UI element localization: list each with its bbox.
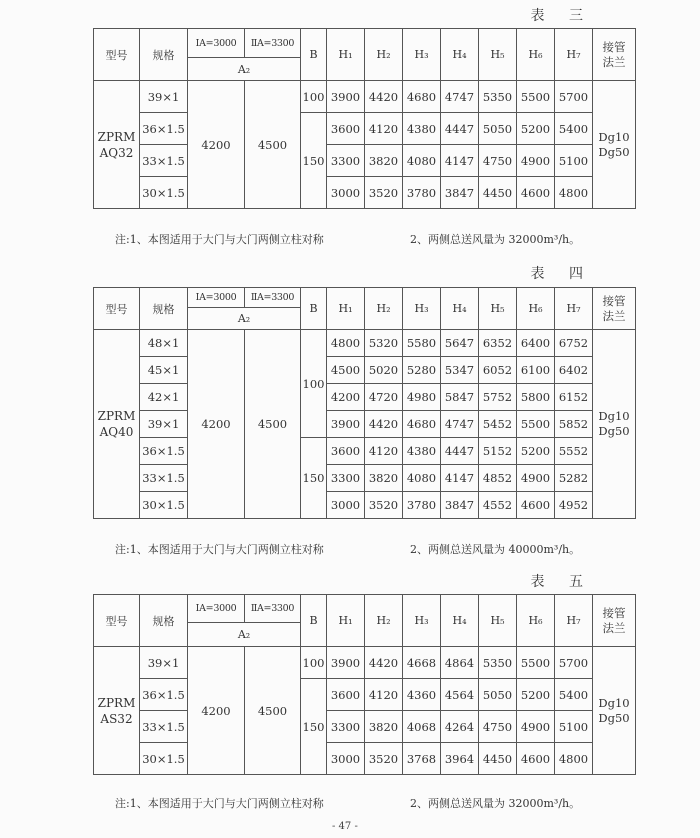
table-row	[94, 438, 636, 465]
header-a2: ⅡA=3300	[245, 595, 301, 623]
table-row	[94, 465, 636, 492]
h1-cell: 3000	[327, 743, 365, 775]
page-number: - 47 -	[332, 821, 358, 832]
table-body	[94, 288, 636, 519]
table-note	[115, 795, 625, 811]
h6-cell: 5200	[517, 113, 555, 145]
h4-cell: 4864	[441, 647, 479, 679]
header-h1: H₁	[327, 595, 365, 647]
header-h7: H₇	[555, 595, 593, 647]
table-row	[94, 647, 636, 679]
header-model: 型号	[94, 29, 140, 81]
header-h2: H₂	[365, 595, 403, 647]
header-a-sub: A₂	[188, 308, 301, 330]
header-flange: 接管 法兰	[593, 595, 636, 647]
h2-cell: 4420	[365, 647, 403, 679]
header-b: B	[301, 29, 327, 81]
h4-cell: 4147	[441, 465, 479, 492]
table-row	[94, 113, 636, 145]
h7-cell: 4952	[555, 492, 593, 519]
h1-cell: 4800	[327, 330, 365, 357]
h1-cell: 4500	[327, 357, 365, 384]
h4-cell: 4264	[441, 711, 479, 743]
h4-cell: 4564	[441, 679, 479, 711]
table-row	[94, 743, 636, 775]
table-row	[94, 384, 636, 411]
h7-cell: 4800	[555, 177, 593, 209]
header-row	[94, 595, 636, 623]
h6-cell: 5200	[517, 438, 555, 465]
h4-cell: 4447	[441, 113, 479, 145]
table-row	[94, 81, 636, 113]
a2-cell: 4500	[245, 81, 301, 209]
header-a2: ⅡA=3300	[245, 288, 301, 308]
table-row	[94, 411, 636, 438]
h3-cell: 4668	[403, 647, 441, 679]
flange-cell: Dg10 Dg50	[593, 81, 636, 209]
h1-cell: 3900	[327, 81, 365, 113]
h1-cell: 4200	[327, 384, 365, 411]
h5-cell: 4450	[479, 177, 517, 209]
note-1: 注:1、本图适用于大门与大门两侧立柱对称	[115, 543, 324, 556]
header-flange: 接管 法兰	[593, 29, 636, 81]
spec-table	[93, 594, 636, 775]
a1-cell: 4200	[188, 330, 245, 519]
b-cell: 150	[301, 679, 327, 775]
h5-cell: 5152	[479, 438, 517, 465]
h6-cell: 4600	[517, 743, 555, 775]
header-flange: 接管 法兰	[593, 288, 636, 330]
header-h5: H₅	[479, 595, 517, 647]
header-spec: 规格	[140, 288, 188, 330]
h7-cell: 5100	[555, 711, 593, 743]
h3-cell: 5580	[403, 330, 441, 357]
model-cell: ZPRM AQ40	[94, 330, 140, 519]
h5-cell: 5452	[479, 411, 517, 438]
h7-cell: 6402	[555, 357, 593, 384]
h4-cell: 5347	[441, 357, 479, 384]
h6-cell: 4900	[517, 145, 555, 177]
h5-cell: 6052	[479, 357, 517, 384]
header-h5: H₅	[479, 288, 517, 330]
header-a1: ⅠA=3000	[188, 29, 245, 58]
h7-cell: 5400	[555, 679, 593, 711]
header-a1: ⅠA=3000	[188, 595, 245, 623]
header-h1: H₁	[327, 288, 365, 330]
h7-cell: 5400	[555, 113, 593, 145]
h3-cell: 3780	[403, 492, 441, 519]
h2-cell: 3820	[365, 145, 403, 177]
h2-cell: 3820	[365, 465, 403, 492]
table-row	[94, 177, 636, 209]
model-cell: ZPRM AS32	[94, 647, 140, 775]
h7-cell: 6752	[555, 330, 593, 357]
header-h3: H₃	[403, 288, 441, 330]
header-b: B	[301, 595, 327, 647]
header-row	[94, 29, 636, 58]
h2-cell: 4120	[365, 438, 403, 465]
h6-cell: 4600	[517, 177, 555, 209]
h3-cell: 4380	[403, 438, 441, 465]
h1-cell: 3300	[327, 465, 365, 492]
header-h2: H₂	[365, 288, 403, 330]
h1-cell: 3000	[327, 492, 365, 519]
spec-cell: 33×1.5	[140, 465, 188, 492]
header-h3: H₃	[403, 29, 441, 81]
header-a-sub: A₂	[188, 623, 301, 647]
h2-cell: 4120	[365, 679, 403, 711]
model-cell: ZPRM AQ32	[94, 81, 140, 209]
spec-cell: 36×1.5	[140, 438, 188, 465]
spec-cell: 33×1.5	[140, 145, 188, 177]
h3-cell: 4360	[403, 679, 441, 711]
header-h6: H₆	[517, 29, 555, 81]
h3-cell: 4080	[403, 465, 441, 492]
h1-cell: 3600	[327, 438, 365, 465]
h6-cell: 4900	[517, 465, 555, 492]
spec-cell: 39×1	[140, 81, 188, 113]
h3-cell: 3768	[403, 743, 441, 775]
h2-cell: 4720	[365, 384, 403, 411]
table-row	[94, 145, 636, 177]
header-h6: H₆	[517, 288, 555, 330]
h5-cell: 4852	[479, 465, 517, 492]
h6-cell: 5500	[517, 81, 555, 113]
h4-cell: 3964	[441, 743, 479, 775]
h3-cell: 4380	[403, 113, 441, 145]
h3-cell: 5280	[403, 357, 441, 384]
spec-cell: 45×1	[140, 357, 188, 384]
flange-cell: Dg10 Dg50	[593, 647, 636, 775]
a1-cell: 4200	[188, 647, 245, 775]
h4-cell: 4747	[441, 411, 479, 438]
spec-cell: 42×1	[140, 384, 188, 411]
a2-cell: 4500	[245, 330, 301, 519]
table-body	[94, 29, 636, 209]
h2-cell: 4120	[365, 113, 403, 145]
h6-cell: 5800	[517, 384, 555, 411]
h7-cell: 5700	[555, 81, 593, 113]
h6-cell: 4600	[517, 492, 555, 519]
spec-cell: 39×1	[140, 411, 188, 438]
b-cell: 100	[301, 330, 327, 438]
h1-cell: 3600	[327, 679, 365, 711]
h2-cell: 3520	[365, 492, 403, 519]
a2-cell: 4500	[245, 647, 301, 775]
table-row	[94, 357, 636, 384]
table-row	[94, 330, 636, 357]
h5-cell: 4750	[479, 711, 517, 743]
h5-cell: 5350	[479, 81, 517, 113]
header-h4: H₄	[441, 595, 479, 647]
h5-cell: 5050	[479, 679, 517, 711]
note-2: 2、两侧总送风量为 32000m³/h。	[410, 233, 581, 246]
spec-cell: 30×1.5	[140, 743, 188, 775]
h4-cell: 4147	[441, 145, 479, 177]
h6-cell: 6400	[517, 330, 555, 357]
h4-cell: 5647	[441, 330, 479, 357]
header-spec: 规格	[140, 29, 188, 81]
h7-cell: 4800	[555, 743, 593, 775]
header-h4: H₄	[441, 288, 479, 330]
h2-cell: 5020	[365, 357, 403, 384]
header-b: B	[301, 288, 327, 330]
note-1: 注:1、本图适用于大门与大门两侧立柱对称	[115, 233, 324, 246]
b-cell: 150	[301, 113, 327, 209]
h5-cell: 5350	[479, 647, 517, 679]
flange-cell: Dg10 Dg50	[593, 330, 636, 519]
h1-cell: 3000	[327, 177, 365, 209]
h3-cell: 4680	[403, 411, 441, 438]
h5-cell: 4450	[479, 743, 517, 775]
header-h7: H₇	[555, 29, 593, 81]
spec-cell: 39×1	[140, 647, 188, 679]
spec-table	[93, 28, 636, 209]
h3-cell: 3780	[403, 177, 441, 209]
spec-cell: 48×1	[140, 330, 188, 357]
h3-cell: 4080	[403, 145, 441, 177]
header-h1: H₁	[327, 29, 365, 81]
h5-cell: 4750	[479, 145, 517, 177]
table-note	[115, 231, 625, 247]
header-h4: H₄	[441, 29, 479, 81]
h5-cell: 5752	[479, 384, 517, 411]
table-caption: 表 四	[530, 266, 593, 282]
h2-cell: 4420	[365, 81, 403, 113]
spec-cell: 36×1.5	[140, 113, 188, 145]
h4-cell: 4747	[441, 81, 479, 113]
h2-cell: 4420	[365, 411, 403, 438]
table-row	[94, 679, 636, 711]
table-row	[94, 492, 636, 519]
h5-cell: 6352	[479, 330, 517, 357]
note-2: 2、两侧总送风量为 32000m³/h。	[410, 797, 581, 810]
h6-cell: 5500	[517, 647, 555, 679]
header-h5: H₅	[479, 29, 517, 81]
table-row	[94, 711, 636, 743]
spec-cell: 30×1.5	[140, 177, 188, 209]
h1-cell: 3900	[327, 411, 365, 438]
header-a1: ⅠA=3000	[188, 288, 245, 308]
h1-cell: 3300	[327, 145, 365, 177]
spec-cell: 30×1.5	[140, 492, 188, 519]
table-caption: 表 三	[530, 8, 593, 24]
h2-cell: 5320	[365, 330, 403, 357]
header-spec: 规格	[140, 595, 188, 647]
table-note	[115, 541, 625, 557]
h1-cell: 3300	[327, 711, 365, 743]
h7-cell: 6152	[555, 384, 593, 411]
h5-cell: 4552	[479, 492, 517, 519]
h6-cell: 5200	[517, 679, 555, 711]
h2-cell: 3520	[365, 743, 403, 775]
a1-cell: 4200	[188, 81, 245, 209]
h6-cell: 5500	[517, 411, 555, 438]
h1-cell: 3900	[327, 647, 365, 679]
header-row	[94, 288, 636, 308]
h7-cell: 5282	[555, 465, 593, 492]
note-1: 注:1、本图适用于大门与大门两侧立柱对称	[115, 797, 324, 810]
spec-cell: 36×1.5	[140, 679, 188, 711]
header-h7: H₇	[555, 288, 593, 330]
header-model: 型号	[94, 595, 140, 647]
h4-cell: 5847	[441, 384, 479, 411]
h2-cell: 3820	[365, 711, 403, 743]
h6-cell: 6100	[517, 357, 555, 384]
spec-cell: 33×1.5	[140, 711, 188, 743]
table-caption: 表 五	[530, 574, 593, 590]
h1-cell: 3600	[327, 113, 365, 145]
h7-cell: 5552	[555, 438, 593, 465]
h7-cell: 5100	[555, 145, 593, 177]
h7-cell: 5852	[555, 411, 593, 438]
table-body	[94, 595, 636, 775]
h6-cell: 4900	[517, 711, 555, 743]
header-h6: H₆	[517, 595, 555, 647]
h4-cell: 3847	[441, 492, 479, 519]
b-cell: 100	[301, 81, 327, 113]
h3-cell: 4980	[403, 384, 441, 411]
note-2: 2、两侧总送风量为 40000m³/h。	[410, 543, 581, 556]
h4-cell: 4447	[441, 438, 479, 465]
h3-cell: 4068	[403, 711, 441, 743]
header-h2: H₂	[365, 29, 403, 81]
h2-cell: 3520	[365, 177, 403, 209]
b-cell: 100	[301, 647, 327, 679]
b-cell: 150	[301, 438, 327, 519]
header-h3: H₃	[403, 595, 441, 647]
spec-table	[93, 287, 636, 519]
header-a2: ⅡA=3300	[245, 29, 301, 58]
h3-cell: 4680	[403, 81, 441, 113]
h5-cell: 5050	[479, 113, 517, 145]
h4-cell: 3847	[441, 177, 479, 209]
header-a-sub: A₂	[188, 58, 301, 81]
header-model: 型号	[94, 288, 140, 330]
h7-cell: 5700	[555, 647, 593, 679]
